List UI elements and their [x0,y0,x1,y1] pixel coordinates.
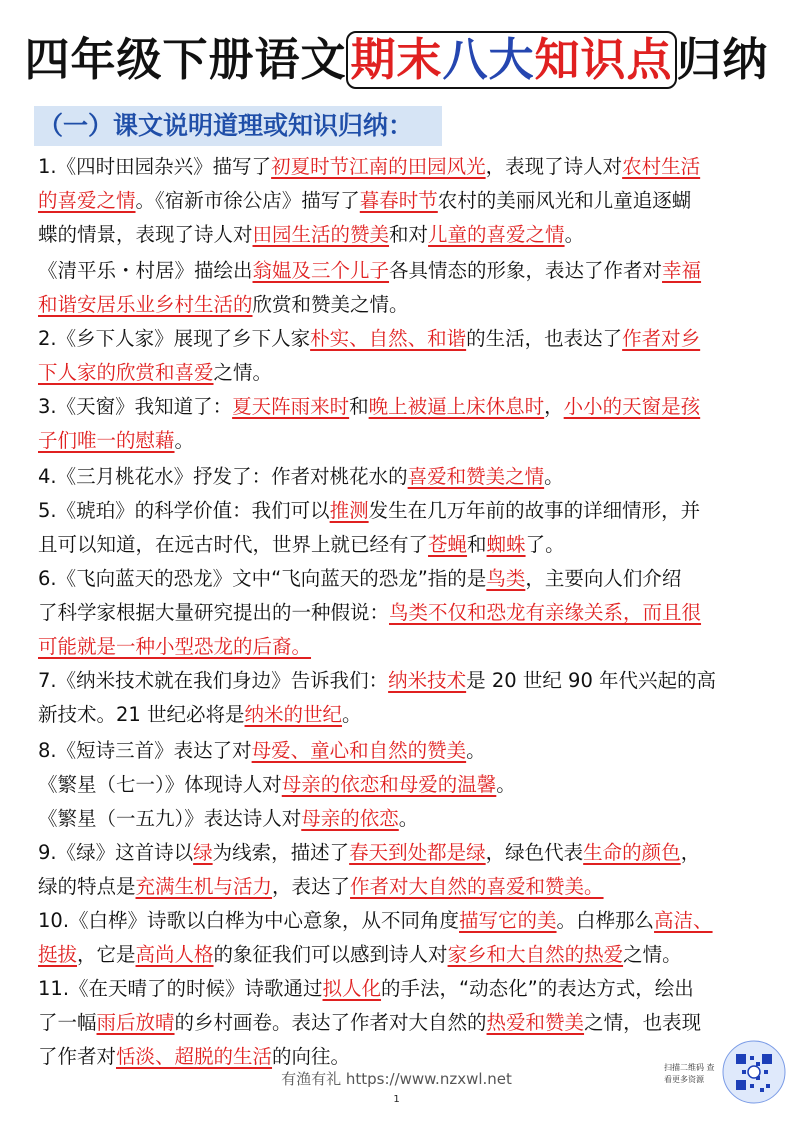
key-phrase: 鸟类不仅和恐龙有亲缘关系，而且很 [389,601,702,624]
key-phrase: 雨后放晴 [96,1011,175,1034]
text-run: 。 [342,703,362,726]
text-run: 的象征我们可以感到诗人对 [213,943,448,966]
text-run: 6.《飞向蓝天的恐龙》文中“飞向蓝天的恐龙”指的是 [38,567,487,590]
text-line [38,734,760,768]
key-phrase: 拟人化 [322,977,382,1000]
text-line [38,870,760,904]
document-body [38,150,760,1074]
text-run: 的生活，也表达了 [466,327,623,350]
text-run: 了。 [525,533,565,556]
key-phrase: 热爱和赞美 [486,1011,585,1034]
text-run: 了科学家根据大量研究提出的一种假说： [38,601,390,624]
text-run: 之情。 [623,943,682,966]
key-phrase: 蜘蛛 [486,533,526,556]
key-phrase: 家乡和大自然的热爱 [447,943,624,966]
text-run: 是 20 世纪 90 年代兴起的高 [466,669,717,692]
text-line [38,972,760,1006]
text-run: 4.《三月桃花水》抒发了：作者对桃花水的 [38,465,408,488]
key-phrase: 生命的颜色 [583,841,681,864]
text-line [38,184,760,218]
text-run: 。 [398,807,419,830]
text-run: 了作者对 [38,1045,117,1068]
text-run: 发生在几万年前的故事的详细情形，并 [368,499,701,522]
text-run: 。 [544,465,564,488]
text-run: 5.《琥珀》的科学价值：我们可以 [38,499,330,522]
text-line [38,562,760,596]
text-line [38,630,760,664]
key-phrase: 小小的天窗是孩 [563,395,701,418]
key-phrase: 翁媪及三个儿子 [252,259,390,282]
text-run: 蝶的情景，表现了诗人对 [38,223,253,246]
key-phrase: 高洁、 [654,909,713,932]
text-run: 3.《天窗》我知道了： [38,395,233,418]
key-phrase: 纳米技术 [388,669,467,692]
text-line [38,390,760,424]
key-phrase: 鸟类 [486,567,526,590]
text-run: 《繁星（七一）》体现诗人对 [38,773,282,796]
text-run: 了一幅 [38,1011,97,1034]
text-line [38,218,760,254]
text-run: 之情，也表现 [584,1011,702,1034]
key-phrase: 作者对乡 [622,327,701,350]
key-phrase: 喜爱和赞美之情 [407,465,545,488]
key-phrase: 作者对大自然的喜爱和赞美。 [350,875,604,898]
text-run: ，表达了 [272,875,351,898]
footer-watermark: 有渔有礼 https://www.nzxwl.net [281,1070,512,1088]
text-run: 之情。 [213,361,273,384]
text-run: 的手法，“动态化”的表达方式，绘出 [381,977,694,1000]
text-line [38,1006,760,1040]
text-run: ， [544,395,564,418]
title-highlight-part: 知识点 [534,33,673,86]
title-highlight-part: 期末 [350,33,443,86]
text-run: 7.《纳米技术就在我们身边》告诉我们： [38,669,389,692]
text-run: 。白桦那么 [556,909,655,932]
text-run: 各具情态的形象，表达了作者对 [389,259,663,282]
text-run: 。《宿新市徐公店》描写了 [135,189,360,212]
text-line [38,836,760,870]
text-line [38,596,760,630]
text-run: 。 [466,739,486,762]
key-phrase: 推测 [329,499,369,522]
text-line [38,802,760,836]
key-phrase: 母爱、童心和自然的赞美 [251,739,467,762]
key-phrase: 描写它的美 [459,909,557,932]
key-phrase: 恬淡、超脱的生活 [116,1045,273,1068]
text-run: ，表现了诗人对 [485,155,623,178]
text-run: ，它是 [77,943,136,966]
text-line [38,150,760,184]
text-line [38,288,760,322]
text-run: ，绿色代表 [485,841,584,864]
page-number: 1 [393,1094,400,1105]
text-run: 为线索，描述了 [212,841,350,864]
text-run: 和 [349,395,369,418]
text-line [38,494,760,528]
key-phrase: 高尚人格 [135,943,214,966]
text-run: 1.《四时田园杂兴》描写了 [38,155,272,178]
key-phrase: 母亲的依恋 [301,807,399,830]
key-phrase: 子们唯一的慰藉 [38,429,175,452]
text-run: 2.《乡下人家》展现了乡下人家 [38,327,311,350]
key-phrase: 可能就是一种小型恐龙的后裔。 [38,635,312,658]
text-line [38,356,760,390]
text-line [38,254,760,288]
text-line [38,664,760,698]
title-prefix: 四年级下册语文 [24,33,347,86]
key-phrase: 苍蝇 [428,533,468,556]
text-run: 10.《白桦》诗歌以白桦为中心意象，从不同角度 [38,909,460,932]
text-line [38,768,760,802]
text-run: 且可以知道，在远古时代，世界上就已经有了 [38,533,429,556]
key-phrase: 夏天阵雨来时 [232,395,350,418]
page-title [24,30,768,90]
text-line [38,698,760,734]
key-phrase: 和谐安居乐业乡村生活的 [38,293,253,316]
text-run: 的乡村画卷。表达了作者对大自然的 [174,1011,487,1034]
text-run: 和对 [389,223,429,246]
text-run: 。 [564,223,585,246]
text-run: 11.《在天晴了的时候》诗歌通过 [38,977,323,1000]
text-run: 欣赏和赞美之情。 [252,293,409,316]
title-highlight-box [346,31,676,89]
text-run: 。 [174,429,195,452]
text-run: ， [680,841,701,864]
title-area [0,30,793,90]
text-run: 新技术。21 世纪必将是 [38,703,245,726]
key-phrase: 初夏时节江南的田园风光 [271,155,486,178]
key-phrase: 晚上被逼上床休息时 [368,395,545,418]
text-line [38,424,760,460]
qr-caption: 扫描二维码 查看更多资源 [664,1063,715,1084]
key-phrase: 儿童的喜爱之情 [428,223,565,246]
text-run: 农村的美丽风光和儿童追逐蝴 [437,189,692,212]
title-suffix: 归纳 [676,33,769,86]
text-run: 《繁星（一五九）》表达诗人对 [38,807,302,830]
key-phrase: 充满生机与活力 [135,875,273,898]
key-phrase: 的喜爱之情 [38,189,136,212]
text-run: 。 [496,773,516,796]
text-line [38,904,760,938]
title-highlight-part: 八大 [442,33,535,86]
text-line [38,322,760,356]
key-phrase: 母亲的依恋和母爱的温馨 [281,773,497,796]
text-line [38,528,760,562]
text-line [38,938,760,972]
key-phrase: 纳米的世纪 [244,703,343,726]
text-run: 《清平乐・村居》描绘出 [38,259,253,282]
key-phrase: 绿 [193,841,213,864]
text-run: ，主要向人们介绍 [525,567,682,590]
key-phrase: 下人家的欣赏和喜爱 [38,361,214,384]
key-phrase: 挺拔 [38,943,78,966]
section-heading: （一）课文说明道理或知识归纳： [34,106,442,146]
key-phrase: 暮春时节 [359,189,438,212]
key-phrase: 春天到处都是绿 [349,841,486,864]
text-run: 的向往。 [272,1045,351,1068]
key-phrase: 田园生活的赞美 [252,223,390,246]
text-line [38,460,760,494]
key-phrase: 朴实、自然、和谐 [310,327,467,350]
text-run: 和 [467,533,487,556]
key-phrase: 幸福 [662,259,702,282]
key-phrase: 农村生活 [622,155,701,178]
text-run: 8.《短诗三首》表达了对 [38,739,252,762]
text-run: 9.《绿》这首诗以 [38,841,194,864]
text-run: 绿的特点是 [38,875,136,898]
